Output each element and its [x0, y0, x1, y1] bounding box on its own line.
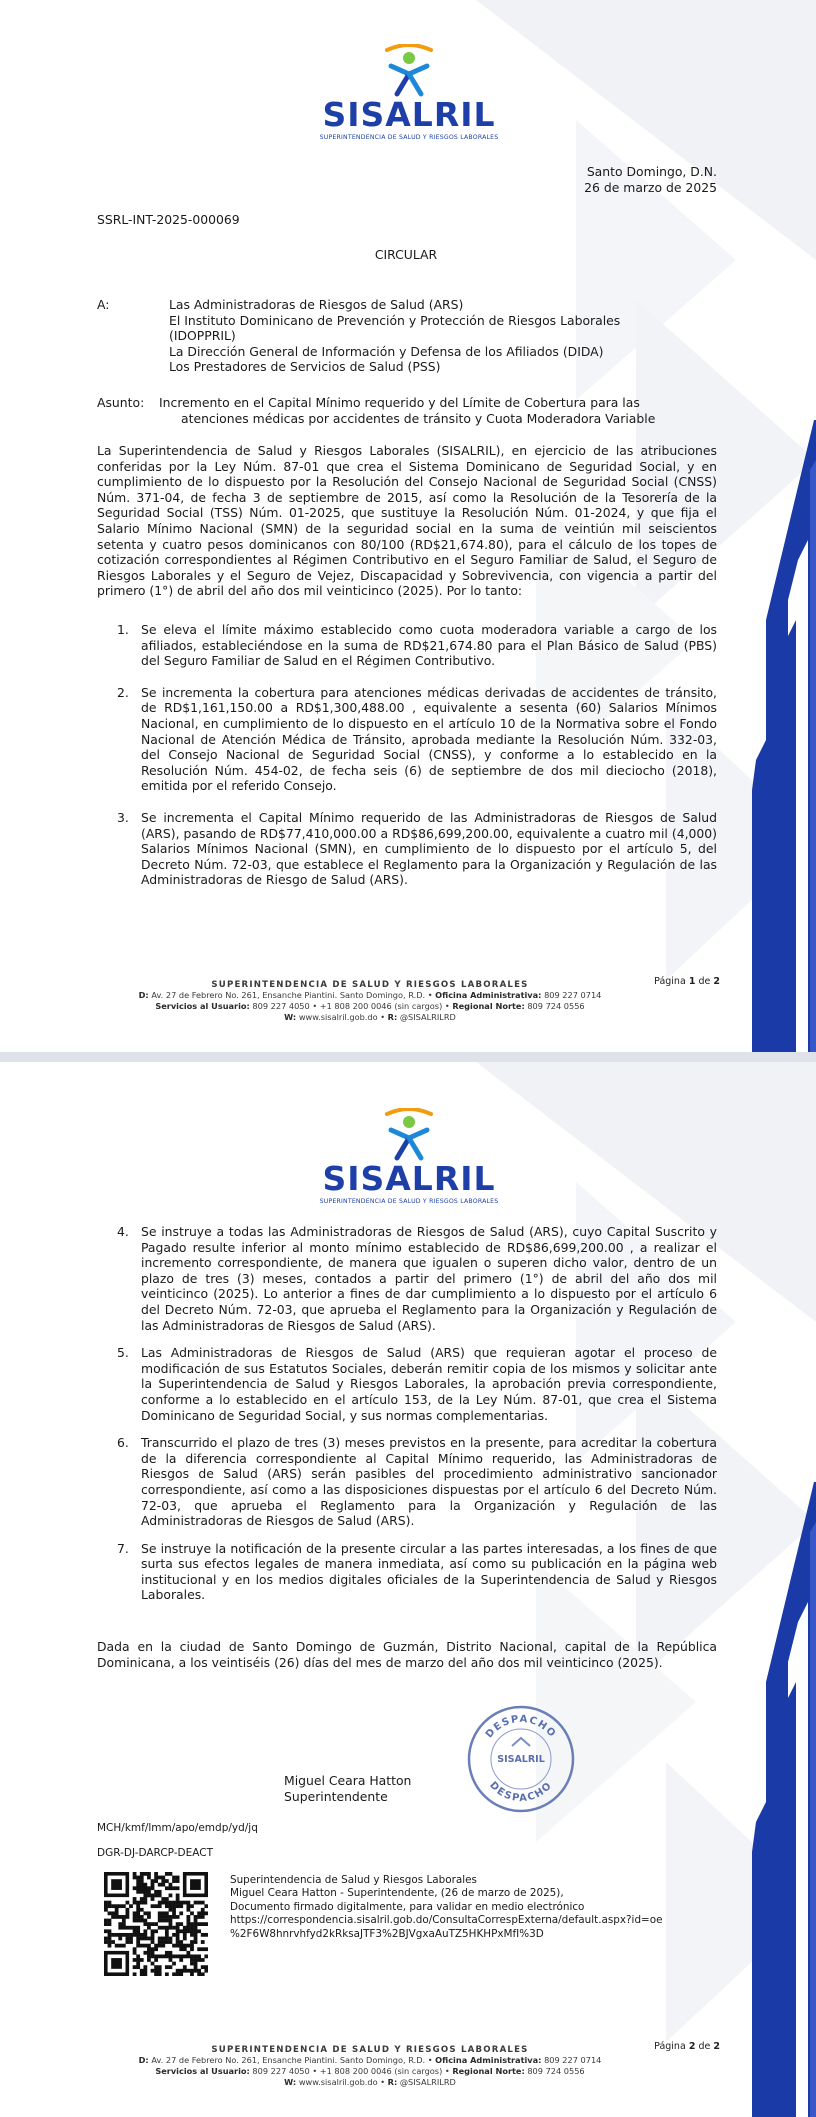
esign-line: Miguel Ceara Hatton - Superintendente, (26 de marzo de 2025),	[230, 1887, 564, 1900]
validation-link[interactable]: https://correspondencia.sisalril.gob.do/ConsultaCorrespExterna/default.aspx?id=oe	[230, 1914, 663, 1927]
footer-phones: Servicios al Usuario: 809 227 4050 • +1 808 200 0046 (sin cargos) • Regional Norte: 809 724 0556	[155, 1001, 585, 1011]
esign-line: Documento firmado digitalmente, para validar en medio electrónico	[230, 1900, 585, 1913]
svg-text:DESPACHO	[487, 1780, 555, 1804]
social-handle: @SISALRILRD	[399, 1012, 456, 1022]
list-item	[97, 1224, 717, 1333]
provisions-list-2	[97, 1224, 717, 1603]
closing-paragraph: Dada en la ciudad de Santo Domingo de Guzmán, Distrito Nacional, capital de la República Dominicana, a los veintiséis (26) días del mes de marzo del año dos mil veinticinco (2025).	[97, 1639, 717, 1670]
item-text: Se eleva el límite máximo establecido como cuota moderadora variable a cargo de los afiliados, estableciéndose en la suma de RD$21,674.80 para el Plan Básico de Salud (PBS) del Seguro Familiar de Salud en el Régimen Contributivo.	[141, 622, 717, 669]
footer	[110, 980, 630, 1023]
item-number: 1.	[117, 622, 129, 637]
page-number: Página 1 de 2	[654, 976, 720, 987]
item-text: Transcurrido el plazo de tres (3) meses previstos en la presente, para acreditar la cobertura de la diferencia correspondiente al Capital Mínimo requerido, las Administradoras de Riesgos de Salud (ARS) serán pasibles del procedimiento administrativo sancionador correspondiente, así como a las disposiciones dispuestas por el artículo 6 del Decreto Núm. 72-03, que aprueba el Reglamento para la Organización y Regulación de las Administradoras de Riesgos de Salud (ARS).	[141, 1435, 717, 1529]
item-number: 7.	[117, 1540, 129, 1556]
electronic-signature-info	[230, 1874, 700, 1941]
signature-block	[284, 1773, 411, 1804]
recipient: El Instituto Dominicano de Prevención y Protección de Riesgos Laborales	[169, 312, 621, 328]
stamp-center-text: SISALRIL	[497, 1754, 545, 1765]
logo-wordmark: SISALRIL	[322, 1159, 496, 1198]
item-number: 4.	[117, 1224, 129, 1239]
item-text: Se incrementa el Capital Mínimo requerido de las Administradoras de Riesgos de Salud (ARS), pasando de RD$77,410,000.00 a RD$86,699,200.00, equivalente a cuatro mil (4,000) Salarios Mínimos Nacional (SMN), en cumplimiento de lo dispuesto por el artículo 5, del Decreto Núm. 72-03, que establece el Reglamento para la Organización y Regulación de las Administradoras de Riesgo de Salud (ARS).	[141, 809, 717, 888]
logo-figure-icon	[381, 44, 437, 98]
page-2	[0, 1062, 816, 2117]
side-stripes	[726, 1062, 816, 2117]
logo-figure-icon	[381, 1108, 437, 1162]
qr-code-icon[interactable]	[104, 1872, 208, 1976]
sisalril-logo	[318, 44, 500, 141]
footer-org: SUPERINTENDENCIA DE SALUD Y RIESGOS LABORALES	[211, 2045, 529, 2055]
footer-web: W: www.sisalril.gob.do • R: @SISALRILRD	[284, 2077, 456, 2087]
list-item	[97, 1435, 717, 1529]
stamp-bottom-text: DESPACHO	[487, 1779, 555, 1805]
list-item	[97, 1345, 717, 1423]
item-text: Se incrementa la cobertura para atenciones médicas derivadas de accidentes de tránsito, de RD$1,161,150.00 a RD$1,300,488.00 , equivalente a sesenta (60) Salarios Mínimos Nacional, en cumplimiento de lo dispuesto en el artículo 10 de la Normativa sobre el Fondo Nacional de Atención Médica de Tránsito, aprobada mediante la Resolución Núm. 332-03, del Consejo Nacional de Seguridad Social (CNSS), y conforme a lo establecido en la Resolución Núm. 454-02, de fecha seis (6) de septiembre de dos mil dieciocho (2018), emitida por el referido Consejo.	[141, 684, 717, 794]
page-1	[0, 0, 816, 1052]
footer-org: SUPERINTENDENCIA DE SALUD Y RIESGOS LABORALES	[211, 980, 529, 990]
subject-block	[97, 395, 717, 429]
svg-text:DESPACHO	[484, 1714, 558, 1741]
signatory-title: Superintendente	[284, 1788, 388, 1804]
item-text: Las Administradoras de Riesgos de Salud (ARS) que requieran agotar el proceso de modificación de sus Estatutos Sociales, deberán remitir copia de los mismos y solicitar ante la Superintendencia de Salud y Riesgos Laborales, la aprobación previa correspondiente, conforme a lo establecido en el artículo 153, de la Ley Núm. 87-01, que crea el Sistema Dominicano de Seguridad Social, y sus normas complementarias.	[141, 1345, 717, 1423]
logo-wordmark: SISALRIL	[322, 95, 496, 134]
list-item	[97, 622, 717, 669]
logo-tagline: SUPERINTENDENCIA DE SALUD Y RIESGOS LABORALES	[319, 134, 499, 141]
despacho-stamp	[462, 1700, 580, 1818]
recipient: Las Administradoras de Riesgos de Salud (ARS)	[169, 297, 464, 312]
social-handle: @SISALRILRD	[399, 2077, 456, 2087]
item-number: 5.	[117, 1345, 129, 1361]
document-type: CIRCULAR	[374, 247, 438, 262]
sisalril-logo	[318, 1108, 500, 1205]
website-link[interactable]: www.sisalril.gob.do	[298, 1012, 378, 1022]
list-item	[97, 1541, 717, 1603]
item-number: 2.	[117, 684, 129, 700]
list-item	[97, 810, 717, 888]
recipient: (IDOPPRIL)	[169, 328, 236, 344]
esign-line: Superintendencia de Salud y Riesgos Laborales	[230, 1874, 477, 1886]
item-number: 6.	[117, 1435, 129, 1451]
signatory-name: Miguel Ceara Hatton	[284, 1773, 412, 1788]
website-link[interactable]: www.sisalril.gob.do	[298, 2077, 378, 2087]
page-number: Página 2 de 2	[654, 2041, 720, 2052]
logo-tagline: SUPERINTENDENCIA DE SALUD Y RIESGOS LABORALES	[319, 1198, 499, 1205]
stamp-emblem-icon	[512, 1738, 530, 1746]
footer-address: D: Av. 27 de Febrero No. 261, Ensanche Piantini. Santo Domingo, R.D. • Oficina Administrativa: 809 227 0714	[138, 2055, 602, 2065]
footer-web: W: www.sisalril.gob.do • R: @SISALRILRD	[284, 1012, 456, 1022]
footer-address: D: Av. 27 de Febrero No. 261, Ensanche Piantini. Santo Domingo, R.D. • Oficina Administrativa: 809 227 0714	[138, 990, 602, 1000]
subject-line: Incremento en el Capital Mínimo requerido y del Límite de Cobertura para las	[159, 395, 640, 410]
place: Santo Domingo, D.N.	[586, 164, 717, 179]
side-stripes	[726, 0, 816, 1052]
stamp-top-text: DESPACHO	[483, 1713, 559, 1741]
list-item	[97, 685, 717, 794]
addressee-block	[97, 297, 717, 377]
initials: MCH/kmf/lmm/apo/emdp/yd/jq	[97, 1822, 258, 1834]
item-text: Se instruye a todas las Administradoras de Riesgos de Salud (ARS), cuyo Capital Suscrito y Pagado resulte inferior al monto mínimo establecido de RD$86,699,200.00 , a realizar el incremento correspondiente, de manera que igualen o superen dicho valor, dentro de un plazo de tres (3) meses, contados a partir del primero (1°) de abril del año dos mil veinticinco (2025). Lo anterior a fines de dar cumplimiento a lo dispuesto por el artículo 6 del Decreto Núm. 72-03, que aprueba el Reglamento para la Organización y Regulación de las Administradoras de Riesgos de Salud (ARS).	[141, 1224, 717, 1333]
validation-link[interactable]: %2F6W8hnrvhfyd2kRksaJTF3%2BJVgxaAuTZ5HKHPxMfI%3D	[230, 1927, 544, 1940]
footer	[110, 2045, 630, 2088]
to-label: A:	[97, 297, 110, 312]
item-text: Se instruye la notificación de la presente circular a las partes interesadas, a los fines de que surta sus efectos legales de manera inmediata, así como su publicación en la página web institucional y en los medios digitales oficiales de la Superintendencia de Salud y Riesgos Laborales.	[141, 1540, 717, 1603]
reference-number: SSRL-INT-2025-000069	[97, 212, 240, 227]
item-number: 3.	[117, 809, 129, 825]
provisions-list-1	[97, 622, 717, 888]
subject-label: Asunto:	[97, 395, 145, 410]
recipient: Los Prestadores de Servicios de Salud (PSS)	[169, 359, 441, 375]
page-separator	[0, 1052, 816, 1062]
recipient: La Dirección General de Información y Defensa de los Afiliados (DIDA)	[169, 343, 604, 359]
footer-phones: Servicios al Usuario: 809 227 4050 • +1 808 200 0046 (sin cargos) • Regional Norte: 809 724 0556	[155, 2066, 585, 2076]
subject-line: atenciones médicas por accidentes de tránsito y Cuota Moderadora Variable	[181, 410, 656, 426]
department-code: DGR-DJ-DARCP-DEACT	[97, 1847, 214, 1859]
place-date	[584, 164, 717, 195]
intro-paragraph: La Superintendencia de Salud y Riesgos Laborales (SISALRIL), en ejercicio de las atribuciones conferidas por la Ley Núm. 87-01 que crea el Sistema Dominicano de Seguridad Social, y en cumplimiento de lo dispuesto por la Resolución del Consejo Nacional de Seguridad Social (CNSS) Núm. 371-04, de fecha 3 de septiembre de 2015, así como la Resolución de la Tesorería de la Seguridad Social (TSS) Núm. 01-2025, que sustituye la Resolución Núm. 01-2024, y que fija el Salario Mínimo Nacional (SMN) de la seguridad social en la suma de veintiún mil seiscientos setenta y cuatro pesos dominicanos con 80/100 (RD$21,674.80), para el cálculo de los topes de cotización correspondientes al Régimen Contributivo en el Seguro Familiar de Salud, el Seguro de Riesgos Laborales y el Seguro de Vejez, Discapacidad y Sobrevivencia, con vigencia a partir del primero (1°) de abril del año dos mil veinticinco (2025). Por lo tanto:	[97, 443, 717, 599]
date: 26 de marzo de 2025	[584, 179, 717, 195]
